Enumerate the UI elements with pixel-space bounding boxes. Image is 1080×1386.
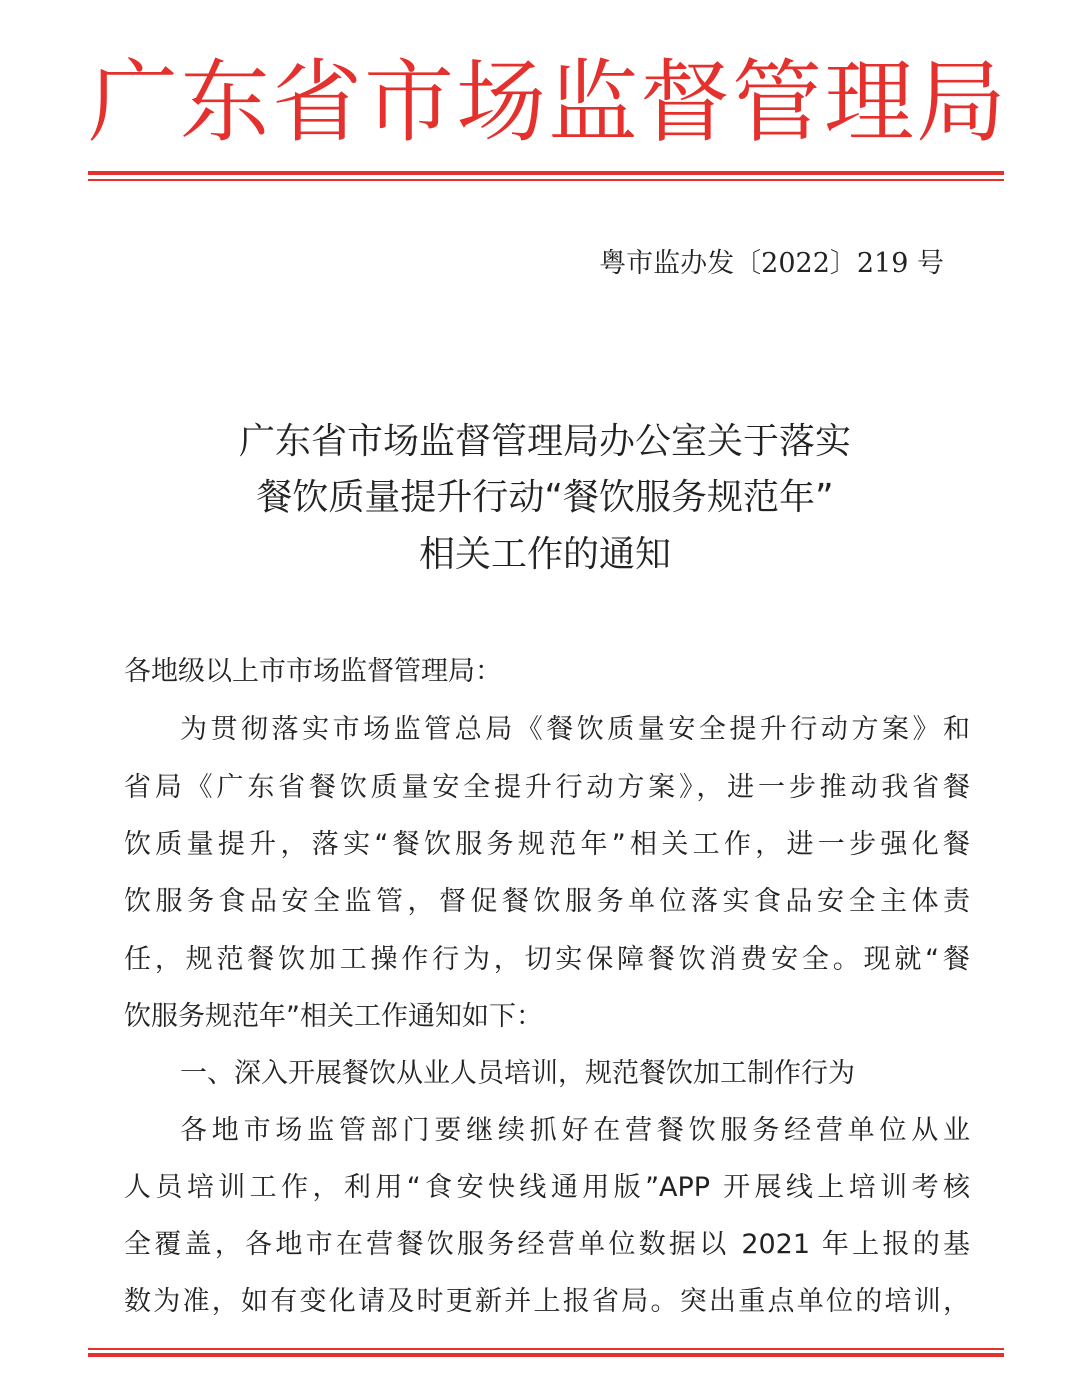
agency-header-title: 广东省市场监督管理局	[88, 50, 1008, 155]
notice-title-line-2: 餐饮质量提升行动“餐饮服务规范年”	[256, 477, 834, 518]
paragraph-1-line-4: 饮服务食品安全监管，督促餐饮服务单位落实食品安全主体责	[124, 886, 970, 917]
salutation: 各地级以上市市场监督管理局：	[124, 656, 502, 687]
paragraph-2-line-2: 人员培训工作，利用“食安快线通用版”APP 开展线上培训考核	[124, 1172, 970, 1203]
paragraph-1-line-2: 省局《广东省餐饮质量安全提升行动方案》，进一步推动我省餐	[124, 772, 970, 803]
paragraph-1-line-5: 任，规范餐饮加工操作行为，切实保障餐饮消费安全。现就“餐	[124, 944, 970, 975]
header-red-rule-thin	[88, 179, 1004, 181]
document-number: 粤市监办发〔2022〕219 号	[599, 248, 944, 279]
footer-red-rule-thick	[88, 1353, 1004, 1357]
notice-title-line-1: 广东省市场监督管理局办公室关于落实	[238, 421, 851, 462]
notice-title-line-3: 相关工作的通知	[418, 534, 671, 575]
paragraph-2-line-1: 各地市场监管部门要继续抓好在营餐饮服务经营单位从业	[180, 1115, 970, 1146]
header-red-rule-thick	[88, 171, 1004, 175]
paragraph-2-line-3: 全覆盖，各地市在营餐饮服务经营单位数据以 2021 年上报的基	[124, 1229, 970, 1260]
paragraph-2-line-4: 数为准，如有变化请及时更新并上报省局。突出重点单位的培训，	[124, 1286, 970, 1317]
footer-red-rule-thin	[88, 1348, 1004, 1350]
section-1-heading: 一、深入开展餐饮从业人员培训，规范餐饮加工制作行为	[180, 1058, 855, 1089]
paragraph-1-line-3: 饮质量提升，落实“餐饮服务规范年”相关工作，进一步强化餐	[124, 829, 970, 860]
paragraph-1-line-1: 为贯彻落实市场监管总局《餐饮质量安全提升行动方案》和	[180, 714, 970, 745]
paragraph-1-line-6: 饮服务规范年”相关工作通知如下：	[124, 1001, 543, 1032]
